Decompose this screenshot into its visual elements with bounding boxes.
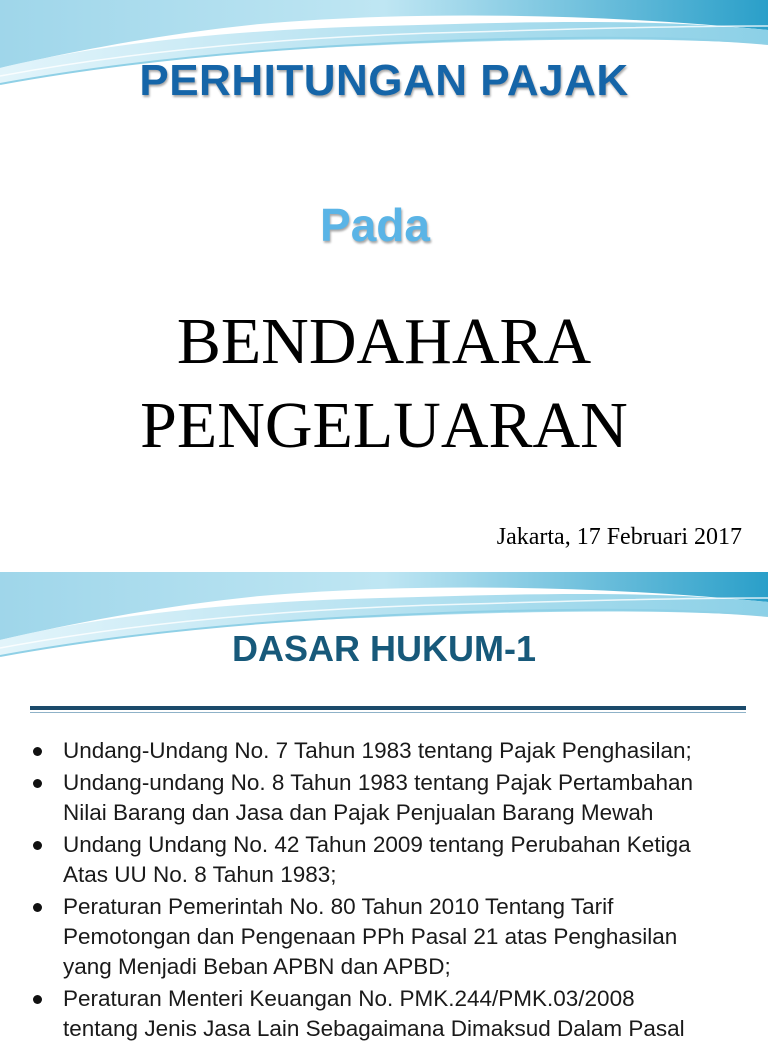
subtitle	[0, 300, 768, 468]
list-item-line: Undang Undang No. 42 Tahun 2009 tentang Perubahan Ketiga	[63, 832, 691, 857]
list-item-line: Peraturan Pemerintah No. 80 Tahun 2010 Tentang Tarif	[63, 894, 614, 919]
pada-heading: Pada	[320, 199, 430, 251]
list-item-line: Peraturan Menteri Keuangan No. PMK.244/PMK.03/2008	[63, 986, 635, 1011]
bullet-icon	[33, 903, 42, 912]
subtitle-line: BENDAHARA	[176, 305, 592, 378]
title-divider-thin	[30, 712, 746, 713]
list-item	[0, 830, 768, 890]
bullet-icon	[33, 747, 42, 756]
section-title: DASAR HUKUM-1	[232, 628, 536, 669]
legal-basis-slide	[0, 572, 768, 1041]
list-item-line: yang Menjadi Beban APBN dan APBD;	[63, 954, 451, 979]
title-divider	[30, 706, 746, 710]
list-item-line: Atas UU No. 8 Tahun 1983;	[63, 862, 337, 887]
bullet-icon	[33, 995, 42, 1004]
subtitle-line: PENGELUARAN	[140, 389, 628, 462]
list-item	[0, 736, 768, 766]
bullet-icon	[33, 779, 42, 788]
list-item	[0, 768, 768, 828]
slide-title: PERHITUNGAN PAJAK	[139, 56, 629, 105]
list-item-line: Pemotongan dan Pengenaan PPh Pasal 21 atas Penghasilan	[63, 924, 678, 949]
bullet-icon	[33, 841, 42, 850]
list-item-line: Undang-undang No. 8 Tahun 1983 tentang Pajak Pertambahan	[63, 770, 694, 795]
list-item	[0, 984, 768, 1044]
legal-basis-list	[0, 736, 768, 1046]
date-text: Jakarta, 17 Februari 2017	[496, 524, 742, 550]
list-item	[0, 892, 768, 982]
list-item-line: tentang Jenis Jasa Lain Sebagaimana Dimaksud Dalam Pasal	[63, 1016, 685, 1041]
list-item-line: Nilai Barang dan Jasa dan Pajak Penjualan Barang Mewah	[63, 800, 654, 825]
list-item-line: Undang-Undang No. 7 Tahun 1983 tentang Pajak Penghasilan;	[63, 738, 692, 763]
